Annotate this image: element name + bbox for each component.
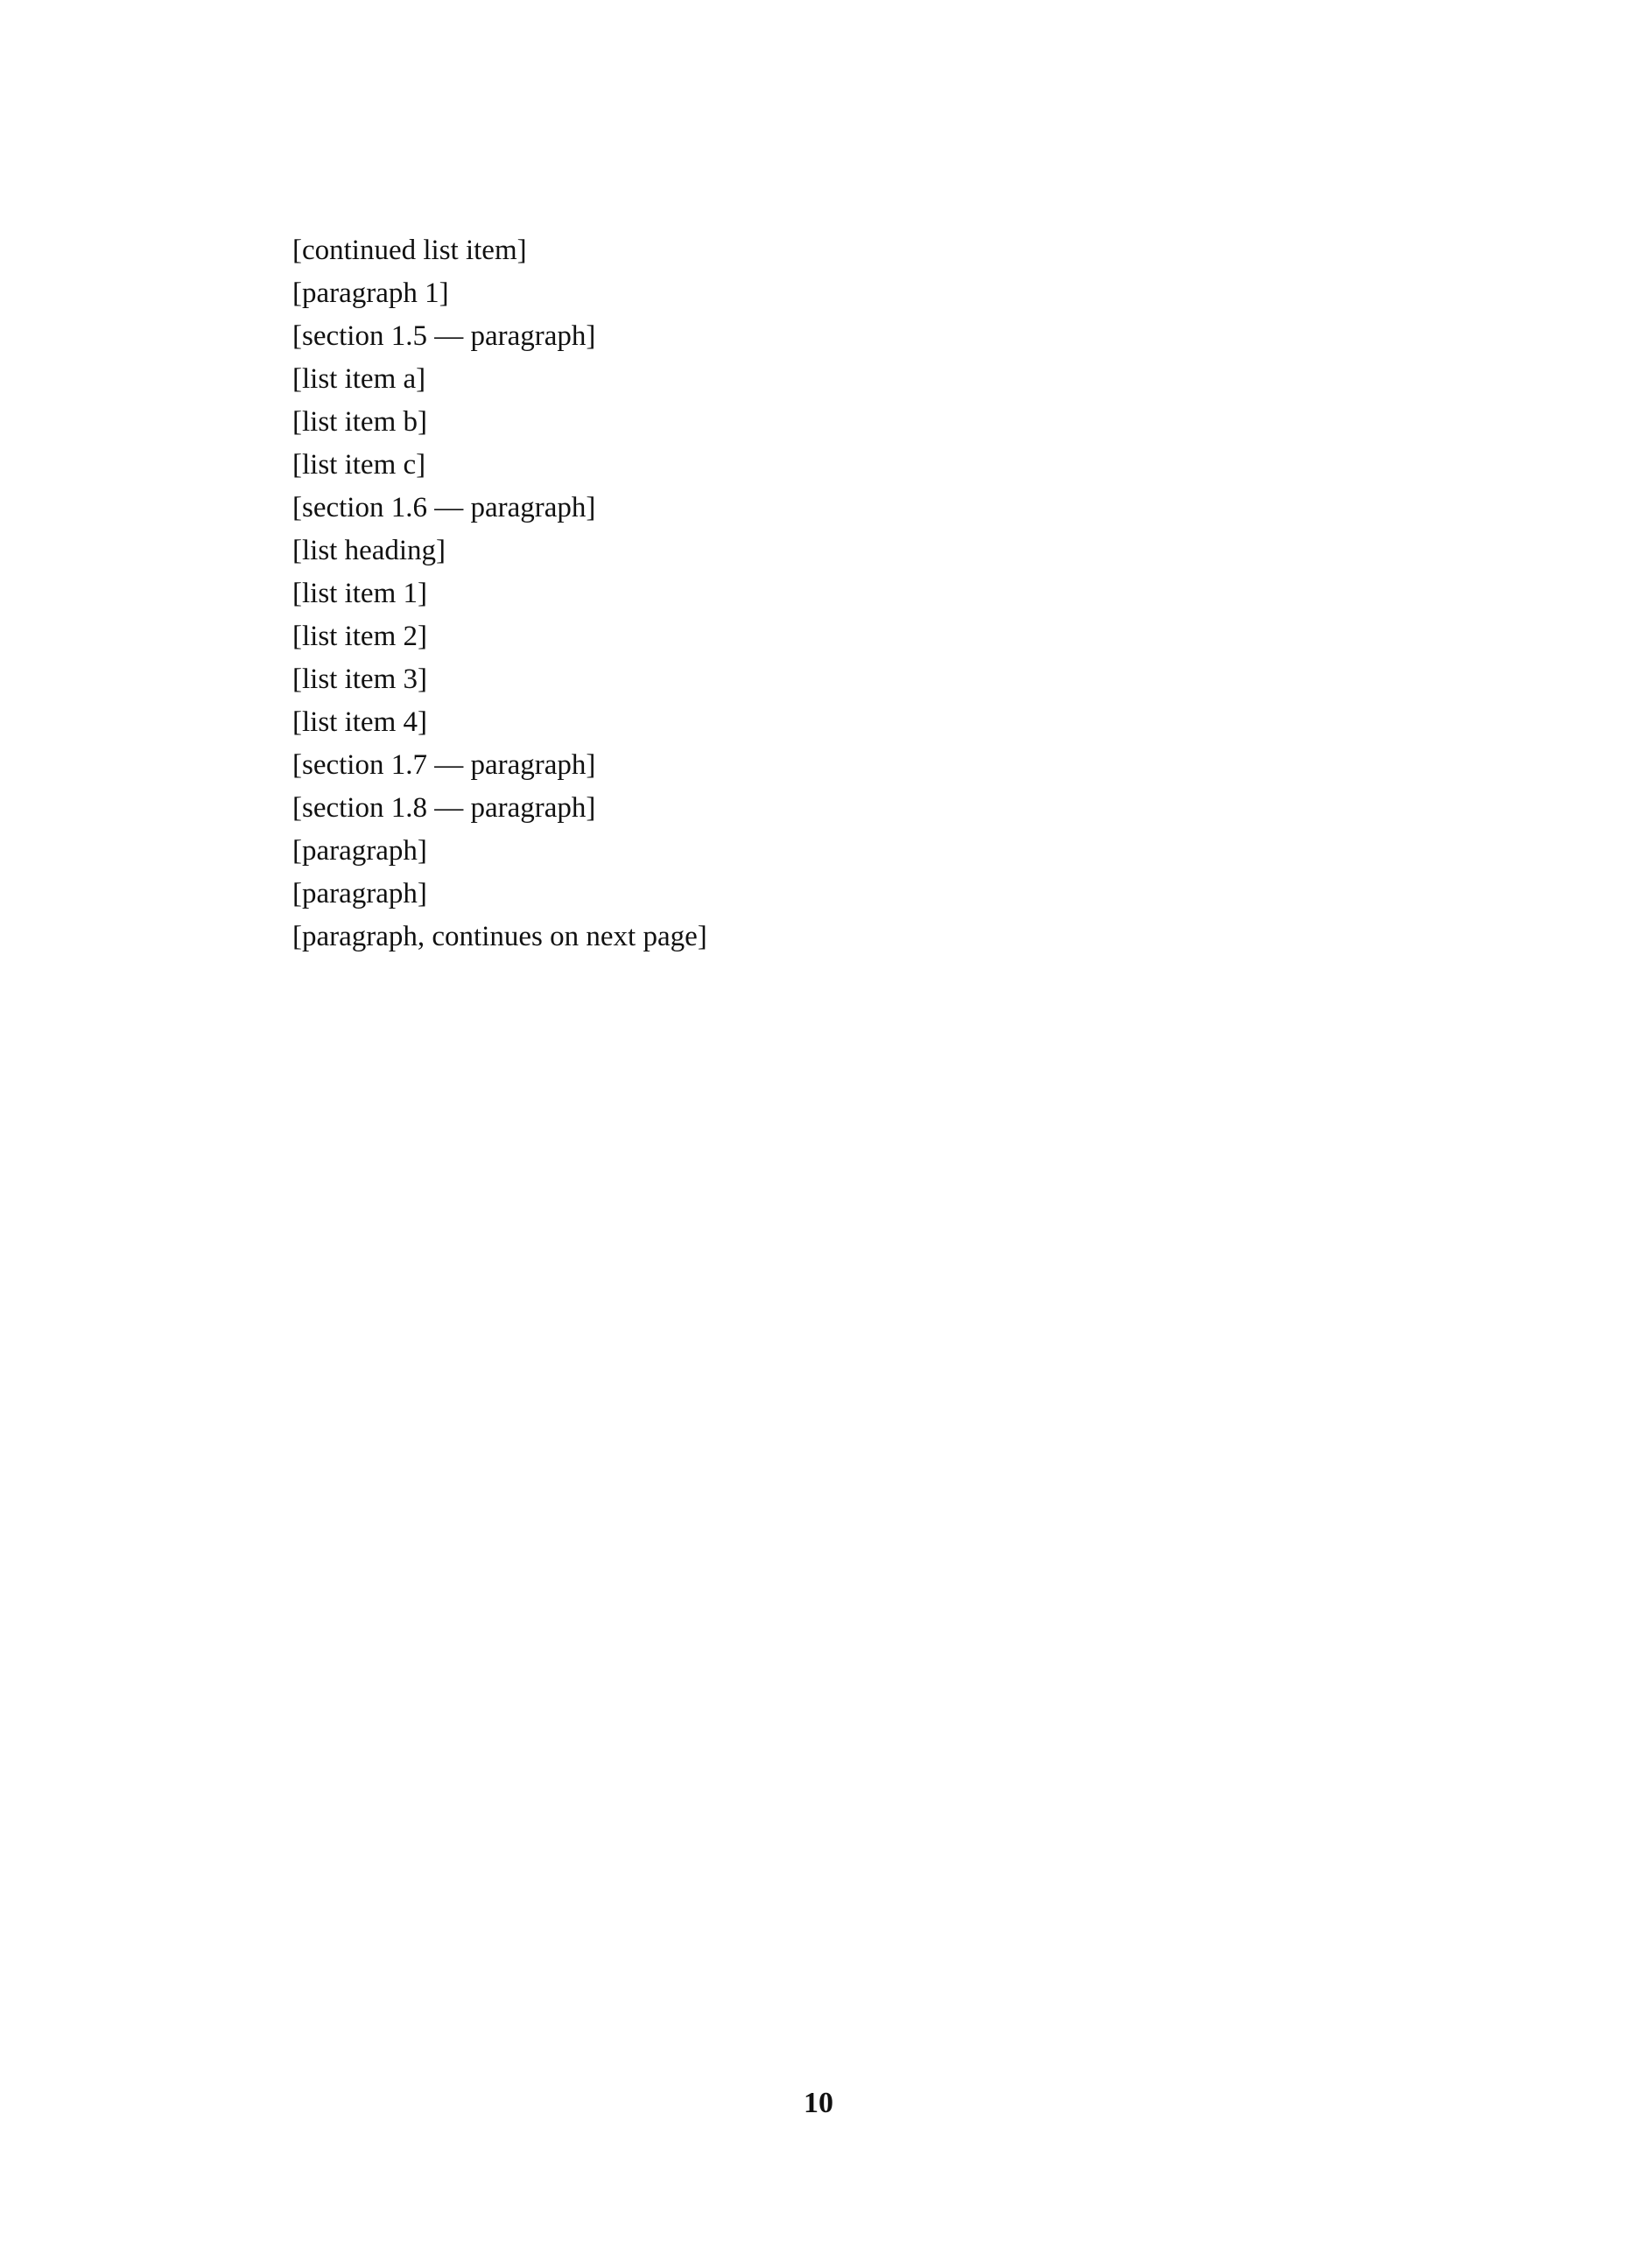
paragraph: [list item a] xyxy=(292,363,426,395)
paragraph: [paragraph, continues on next page] xyxy=(292,921,707,952)
paragraph: [list heading] xyxy=(292,535,446,566)
paragraph: [continued list item] xyxy=(292,235,527,266)
page-number: 10 xyxy=(804,2087,833,2119)
paragraph: [paragraph] xyxy=(292,878,427,909)
paragraph: [paragraph 1] xyxy=(292,277,449,309)
section-1-8-paragraph: [section 1.8 — paragraph] xyxy=(292,792,596,824)
body-text xyxy=(229,235,1408,964)
list-item: [list item 3] xyxy=(292,664,427,695)
paragraph: [list item b] xyxy=(292,406,427,438)
section-1-6-paragraph: [section 1.6 — paragraph] xyxy=(292,492,596,523)
list-item: [list item 4] xyxy=(292,706,427,738)
paragraph: [list item c] xyxy=(292,449,426,481)
section-1-5-paragraph: [section 1.5 — paragraph] xyxy=(292,320,596,352)
section-1-7-paragraph: [section 1.7 — paragraph] xyxy=(292,749,596,781)
list-item: [list item 2] xyxy=(292,621,427,652)
paragraph: [paragraph] xyxy=(292,835,427,867)
list-item: [list item 1] xyxy=(292,578,427,609)
